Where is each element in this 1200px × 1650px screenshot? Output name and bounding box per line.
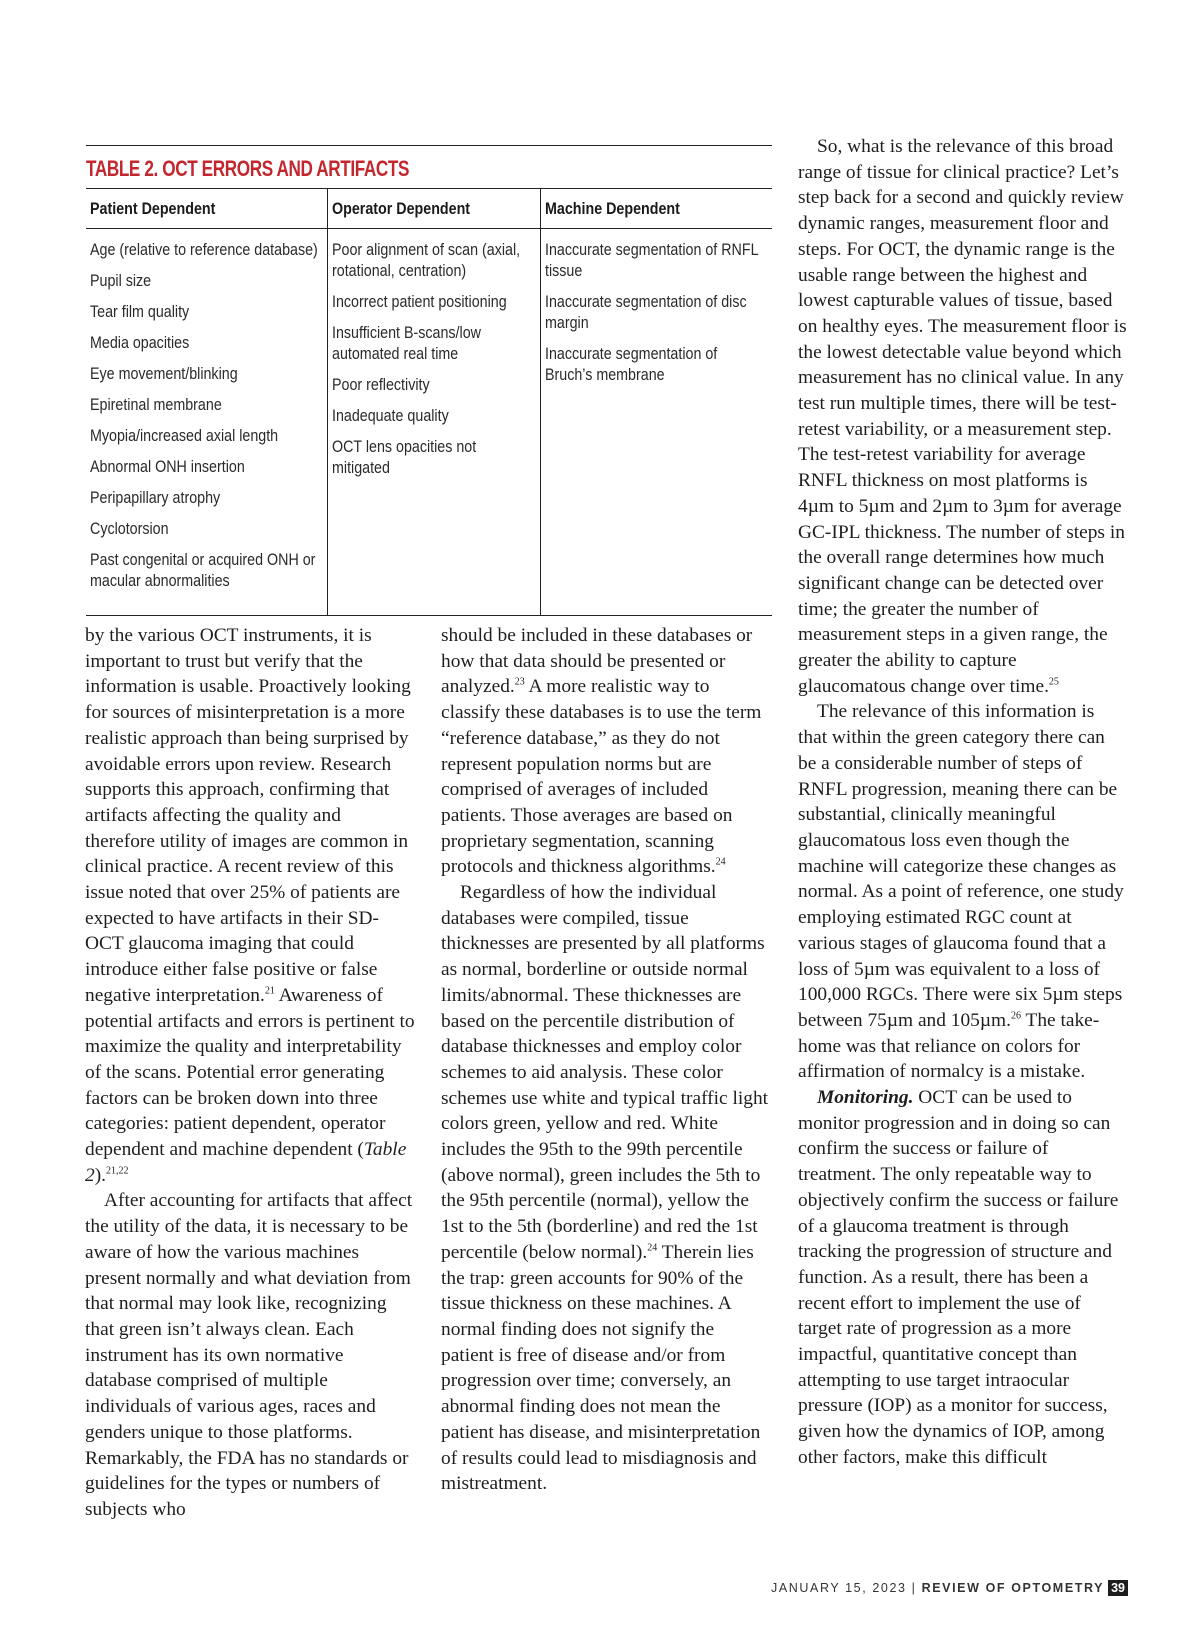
table-item: Insufficient B-scans/low automated real time xyxy=(331,323,481,363)
table-item: Inadequate quality xyxy=(331,406,449,425)
reference-superscript: 21 xyxy=(264,985,275,997)
header-machine-dependent: Machine Dependent xyxy=(540,189,772,229)
header-patient-dependent: Patient Dependent xyxy=(86,189,327,229)
reference-superscript: 24 xyxy=(715,856,726,868)
paragraph: So, what is the relevance of this broad range of tissue for clinical practice? Let’s step back for a second and quickly review dynamic ranges, measurement floor and steps. For OCT, the dynamic range is the usable range between the highest and lowest capturable values of tissue, based on healthy eyes. The measurement floor is the lowest detectable value beyond which measurement has no clinical value. In any test run multiple times, there will be test-retest variability, or a measurement step. The test-retest variability for average RNFL thickness on most platforms is 4µm to 5µm and 2µm to 3µm for average GC-IPL thickness. The number of steps in the overall range determines how much significant change can be detected over time; the greater the number of measurement steps in a given range, the greater the ability to capture glaucomatous change over time.$^{25}$ xyxy=(798,136,1127,697)
reference-superscript: 25 xyxy=(1048,676,1059,688)
body-column-3 xyxy=(798,134,1128,1471)
table-item: Age (relative to reference database) xyxy=(90,240,318,259)
table-item: Peripapillary atrophy xyxy=(90,488,221,507)
paragraph: Monitoring. OCT can be used to monitor progression and in doing so can confirm the success or failure of treatment. The only repeatable way to objectively confirm the success or failure of a glaucoma treatment is through tracking the progression of structure and function. As a result, there has been a recent effort to implement the use of target rate of progression as a more impactful, quantitative concept than attempting to use target intraocular pressure (IOP) as a monitor for success, given how the dynamics of IOP, among other factors, make this difficult xyxy=(798,1087,1119,1468)
section-run-in-heading: Monitoring. xyxy=(817,1087,914,1109)
table-item: Epiretinal membrane xyxy=(90,395,222,414)
table-item: Myopia/increased axial length xyxy=(90,426,279,445)
body-column-2 xyxy=(441,623,771,1497)
table-item: Past congenital or acquired ONH or macular abnormalities xyxy=(90,550,316,590)
issue-date: JANUARY 15, 2023 | xyxy=(770,1581,922,1595)
table-item: Inaccurate segmentation of disc margin xyxy=(544,292,747,332)
oct-errors-table xyxy=(86,188,772,616)
reference-superscript: 21,22 xyxy=(106,1165,129,1177)
patient-dependent-cell xyxy=(86,229,327,616)
paragraph: The relevance of this information is that within the green category there can be a considerable number of steps of RNFL progression, meaning there can be substantial, clinically meaningful glaucomatous loss even though the machine will categorize these changes as normal. As a point of reference, one study employing estimated RGC count at various stages of glaucoma found that a loss of 5µm was equivalent to a loss of 100,000 RGCs. There were six 5µm steps between 75µm and 105µm.$^{26}$ The take-home was that reliance on colors for affirmation of normalcy is a mistake. xyxy=(798,701,1124,1083)
table-item: Eye movement/blinking xyxy=(90,364,238,383)
table-item: Poor alignment of scan (axial, rotational, centration) xyxy=(331,240,520,280)
page-number: 39 xyxy=(1108,1580,1128,1596)
table-item: Poor reflectivity xyxy=(331,375,430,394)
table-item: Inaccurate segmentation of Bruch’s membrane xyxy=(544,344,717,384)
table-item: OCT lens opacities not mitigated xyxy=(331,437,476,477)
table-2 xyxy=(86,145,772,616)
page-footer xyxy=(771,1580,1128,1596)
paragraph: After accounting for artifacts that affect the utility of the data, it is necessary to be aware of how the various machines present normally and what deviation from that normal may look like, recognizing that green isn’t always clean. Each instrument has its own normative database comprised of multiple individuals of various ages, races and genders unique to those platforms. Remarkably, the FDA has no standards or guidelines for the types or numbers of subjects who xyxy=(85,1190,413,1520)
reference-superscript: 24 xyxy=(647,1242,658,1254)
paragraph: by the various OCT instruments, it is important to trust but verify that the information is usable. Proactively looking for sources of misinterpretation is a more realistic approach than being surprised by avoidable errors upon review. Research supports this approach, confirming that artifacts affecting the quality and therefore utility of images are common in clinical practice. A recent review of this issue noted that over 25% of patients are expected to have artifacts in their SD-OCT glaucoma imaging that could introduce either false positive or false negative interpretation.$^{21}$ Awareness of potential artifacts and errors is pertinent to maximize the quality and interpretability of the scans. Potential error generating factors can be broken down into three categories: patient dependent, operator dependent and machine dependent (Table 2).$^{21,22}$ xyxy=(85,625,415,1186)
reference-superscript: 23 xyxy=(514,676,525,688)
table-item: Incorrect patient positioning xyxy=(331,292,507,311)
table-item: Pupil size xyxy=(90,271,152,290)
reference-superscript: 26 xyxy=(1010,1010,1021,1022)
body-column-1 xyxy=(85,623,415,1523)
table-reference: Table 2 xyxy=(85,1139,407,1186)
machine-dependent-cell xyxy=(540,229,772,616)
table-item: Cyclotorsion xyxy=(90,519,169,538)
table-item: Abnormal ONH insertion xyxy=(90,457,245,476)
publication-name: REVIEW OF OPTOMETRY xyxy=(921,1581,1105,1595)
table-item: Media opacities xyxy=(90,333,190,352)
paragraph: Regardless of how the individual databases were compiled, tissue thicknesses are presented by all platforms as normal, borderline or outside normal limits/abnormal. These thicknesses are based on the percentile distribution of database thicknesses and employ color schemes to aid analysis. These color schemes use white and typical traffic light colors green, yellow and red. White includes the 95th to the 99th percentile (above normal), green includes the 5th to the 95th percentile (normal), yellow the 1st to the 5th (borderline) and red the 1st percentile (below normal).$^{24}$ Therein lies the trap: green accounts for 90% of the tissue thickness on these machines. A normal finding does not signify the patient is free of disease and/or from progression over time; conversely, an abnormal finding does not mean the patient has disease, and misinterpretation of results could lead to misdiagnosis and mistreatment. xyxy=(441,882,769,1495)
paragraph: should be included in these databases or how that data should be presented or analyzed.$^{23}$ A more realistic way to classify these databases is to use the term “reference database,” as they do not represent population norms but are comprised of averages of included patients. Those averages are based on proprietary segmentation, scanning protocols and thickness algorithms.$^{24}$ xyxy=(441,625,762,878)
table-item: Inaccurate segmentation of RNFL tissue xyxy=(544,240,758,280)
operator-dependent-cell xyxy=(327,229,540,616)
table-item: Tear film quality xyxy=(90,302,190,321)
table-title: TABLE 2. OCT ERRORS AND ARTIFACTS xyxy=(86,156,410,181)
header-operator-dependent: Operator Dependent xyxy=(327,189,540,229)
